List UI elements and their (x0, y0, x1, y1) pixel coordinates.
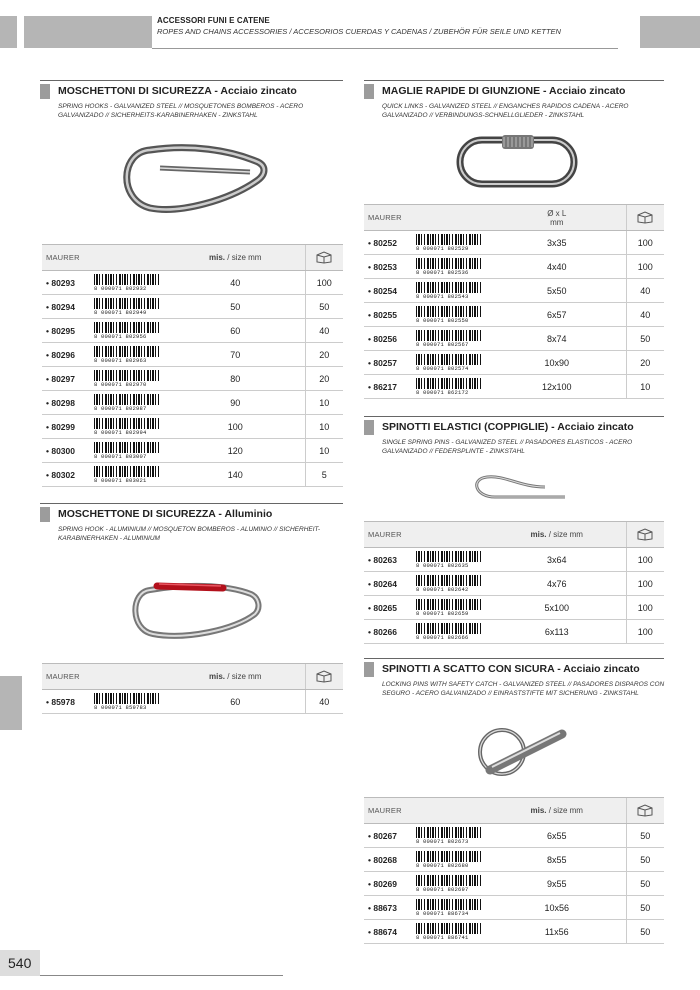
table-row (42, 319, 343, 343)
ean-number: 8 000071 886734 (416, 909, 469, 917)
product-code: • 80265 (364, 596, 416, 620)
top-left-tab (0, 16, 17, 48)
product-code: • 80256 (364, 327, 416, 351)
product-size: 5x100 (488, 596, 626, 620)
product-size: 50 (166, 295, 305, 319)
barcode-icon (416, 282, 482, 293)
product-size: 40 (166, 271, 305, 295)
barcode-icon (94, 322, 160, 333)
box-icon (305, 664, 343, 690)
barcode (416, 548, 488, 572)
table-row (364, 896, 664, 920)
ean-number: 8 000071 802970 (94, 380, 147, 388)
table-row (364, 327, 664, 351)
product-code: • 80254 (364, 279, 416, 303)
table-row (364, 824, 664, 848)
section-description: SPRING HOOK - ALUMINIUM // MOSQUETON BOMBEROS - ALUMINIO // SICHERHEIT-KARABINERHAKEN - ALUMINIUM (58, 526, 321, 542)
barcode-icon (94, 346, 160, 357)
aluminium-hook-table (42, 663, 343, 714)
package-quantity: 50 (626, 848, 664, 872)
package-quantity: 40 (626, 279, 664, 303)
product-code: • 80296 (42, 343, 94, 367)
product-code: • 88674 (364, 920, 416, 944)
ean-number: 8 000071 802567 (416, 340, 469, 348)
barcode-icon (416, 354, 482, 365)
barcode-icon (94, 442, 160, 453)
barcode (416, 303, 488, 327)
locking-pin-image (470, 712, 580, 787)
ean-number: 8 000071 802666 (416, 633, 469, 641)
package-quantity: 50 (626, 896, 664, 920)
product-size: 6x55 (488, 824, 626, 848)
package-quantity: 10 (305, 415, 343, 439)
section-spring-pins (364, 416, 664, 456)
ean-number: 8 000071 859783 (94, 703, 147, 711)
product-size: 12x100 (488, 375, 626, 399)
section-quick-links (364, 80, 664, 120)
package-quantity: 10 (626, 375, 664, 399)
barcode-icon (94, 394, 160, 405)
package-quantity: 10 (305, 439, 343, 463)
table-row (42, 463, 343, 487)
spring-pins-table (364, 521, 664, 644)
package-quantity: 20 (305, 367, 343, 391)
table-row (42, 439, 343, 463)
barcode-icon (416, 623, 482, 634)
barcode (94, 690, 166, 714)
product-code: • 80252 (364, 231, 416, 255)
table-row (42, 367, 343, 391)
barcode-icon (94, 274, 160, 285)
section-title: SPINOTTI ELASTICI (COPPIGLIE) - Acciaio zincato (382, 421, 634, 433)
barcode (416, 896, 488, 920)
package-quantity: 50 (626, 920, 664, 944)
barcode (416, 255, 488, 279)
section-description: SINGLE SPRING PINS - GALVANIZED STEEL // PASADORES ELASTICOS - ACERO GALVANIZADO // FEDERSPLINTE - ZINKSTAHL (382, 439, 633, 455)
product-size: 3x35 (488, 231, 626, 255)
ean-number: 8 000071 802659 (416, 609, 469, 617)
table-row (364, 231, 664, 255)
product-size: 120 (166, 439, 305, 463)
barcode (416, 824, 488, 848)
section-locking-pins (364, 658, 664, 698)
table-row (364, 255, 664, 279)
box-icon (305, 245, 343, 271)
product-size: 10x90 (488, 351, 626, 375)
product-code: • 80299 (42, 415, 94, 439)
section-description: LOCKING PINS WITH SAFETY CATCH - GALVANIZED STEEL // PASADORES DISPAROS CON SEGURO - ACERO GALVANIZADO // EINRASTSTIFTE MIT SICHERUNG - ZINKSTAHL (382, 681, 665, 697)
table-row (42, 391, 343, 415)
product-code: • 80302 (42, 463, 94, 487)
ean-number: 8 000071 886741 (416, 933, 469, 941)
table-row (42, 295, 343, 319)
brand-label: MAURER (42, 664, 166, 690)
product-size: 4x76 (488, 572, 626, 596)
package-quantity: 10 (305, 391, 343, 415)
barcode-icon (416, 599, 482, 610)
barcode (94, 391, 166, 415)
product-size: 5x50 (488, 279, 626, 303)
barcode (416, 920, 488, 944)
table-row (42, 343, 343, 367)
package-quantity: 100 (626, 572, 664, 596)
package-quantity: 20 (305, 343, 343, 367)
product-size: 140 (166, 463, 305, 487)
product-code: • 86217 (364, 375, 416, 399)
package-quantity: 100 (626, 255, 664, 279)
product-code: • 80267 (364, 824, 416, 848)
barcode-icon (416, 330, 482, 341)
size-header: Ø x L mm (488, 205, 626, 231)
barcode (94, 367, 166, 391)
box-icon (626, 522, 664, 548)
product-code: • 80295 (42, 319, 94, 343)
barcode (94, 295, 166, 319)
table-row (364, 548, 664, 572)
barcode (94, 319, 166, 343)
table-row (364, 920, 664, 944)
ean-number: 8 000071 803021 (94, 476, 147, 484)
brand-label: MAURER (364, 205, 488, 231)
barcode-icon (416, 827, 482, 838)
product-code: • 80264 (364, 572, 416, 596)
package-quantity: 100 (305, 271, 343, 295)
product-code: • 80300 (42, 439, 94, 463)
product-size: 6x57 (488, 303, 626, 327)
package-quantity: 50 (626, 872, 664, 896)
ean-number: 8 000071 802635 (416, 561, 469, 569)
barcode-icon (416, 899, 482, 910)
barcode-icon (416, 575, 482, 586)
ean-number: 8 000071 802536 (416, 268, 469, 276)
table-row (364, 872, 664, 896)
side-tab-marker (0, 676, 22, 730)
brand-label: MAURER (42, 245, 166, 271)
product-code: • 88673 (364, 896, 416, 920)
section-title: MOSCHETTONE DI SICUREZZA - Alluminio (58, 508, 273, 520)
barcode (416, 620, 488, 644)
barcode (416, 231, 488, 255)
barcode-icon (416, 306, 482, 317)
barcode (94, 415, 166, 439)
quick-links-table (364, 204, 664, 399)
product-code: • 80294 (42, 295, 94, 319)
size-header: mis. / size mm (166, 664, 305, 690)
top-right-block (640, 16, 700, 48)
package-quantity: 100 (626, 596, 664, 620)
product-code: • 80297 (42, 367, 94, 391)
product-size: 60 (166, 690, 305, 714)
locking-pins-table (364, 797, 664, 944)
barcode (94, 343, 166, 367)
package-quantity: 50 (626, 824, 664, 848)
product-code: • 80255 (364, 303, 416, 327)
barcode-icon (416, 851, 482, 862)
spring-hooks-table (42, 244, 343, 487)
barcode-icon (94, 370, 160, 381)
quick-link-image (452, 130, 582, 195)
section-title: MOSCHETTONI DI SICUREZZA - Acciaio zincato (58, 85, 297, 97)
barcode-icon (94, 693, 160, 704)
aluminium-hook-image (125, 572, 265, 647)
section-description: QUICK LINKS - GALVANIZED STEEL // ENGANCHES RAPIDOS CADENA - ACERO GALVANIZADO // VERBINDUNGS-SCHNELLGLIEDER - ZINKSTAHL (382, 103, 629, 119)
barcode (416, 848, 488, 872)
barcode (416, 572, 488, 596)
product-code: • 80293 (42, 271, 94, 295)
page-category-subtitle: ROPES AND CHAINS ACCESSORIES / ACCESORIOS CUERDAS Y CADENAS / ZUBEHÖR FÜR SEILE UND KETTEN (157, 27, 561, 36)
product-code: • 80253 (364, 255, 416, 279)
ean-number: 8 000071 802963 (94, 356, 147, 364)
brand-label: MAURER (364, 522, 488, 548)
product-code: • 85978 (42, 690, 94, 714)
package-quantity: 100 (626, 548, 664, 572)
ean-number: 8 000071 802550 (416, 316, 469, 324)
ean-number: 8 000071 802697 (416, 885, 469, 893)
product-size: 4x40 (488, 255, 626, 279)
package-quantity: 50 (305, 295, 343, 319)
section-title: SPINOTTI A SCATTO CON SICURA - Acciaio zincato (382, 663, 640, 675)
product-size: 11x56 (488, 920, 626, 944)
product-code: • 80257 (364, 351, 416, 375)
table-row (364, 596, 664, 620)
product-size: 10x56 (488, 896, 626, 920)
barcode-icon (94, 298, 160, 309)
ean-number: 8 000071 802956 (94, 332, 147, 340)
size-header: mis. / size mm (488, 522, 626, 548)
ean-number: 8 000071 802642 (416, 585, 469, 593)
ean-number: 8 000071 802673 (416, 837, 469, 845)
section-title: MAGLIE RAPIDE DI GIUNZIONE - Acciaio zincato (382, 85, 626, 97)
table-row (42, 415, 343, 439)
section-aluminium-hook (40, 503, 343, 543)
barcode (416, 596, 488, 620)
package-quantity: 100 (626, 231, 664, 255)
table-row (364, 848, 664, 872)
ean-number: 8 000071 802949 (94, 308, 147, 316)
box-icon (626, 205, 664, 231)
table-row (364, 279, 664, 303)
product-code: • 80268 (364, 848, 416, 872)
barcode (416, 327, 488, 351)
product-size: 80 (166, 367, 305, 391)
product-size: 6x113 (488, 620, 626, 644)
ean-number: 8 000071 802529 (416, 244, 469, 252)
ean-number: 8 000071 802680 (416, 861, 469, 869)
product-size: 3x64 (488, 548, 626, 572)
ean-number: 8 000071 802987 (94, 404, 147, 412)
barcode (94, 463, 166, 487)
barcode (94, 439, 166, 463)
table-row (42, 271, 343, 295)
table-row (364, 375, 664, 399)
size-header: mis. / size mm (166, 245, 305, 271)
product-size: 70 (166, 343, 305, 367)
barcode (416, 279, 488, 303)
ean-number: 8 000071 862172 (416, 388, 469, 396)
barcode-icon (416, 551, 482, 562)
package-quantity: 100 (626, 620, 664, 644)
barcode-icon (94, 466, 160, 477)
page-number: 540 (8, 955, 32, 971)
table-row (42, 690, 343, 714)
table-row (364, 572, 664, 596)
page-category-title: ACCESSORI FUNI E CATENE (157, 16, 270, 25)
barcode (416, 375, 488, 399)
product-code: • 80298 (42, 391, 94, 415)
footer-divider (40, 975, 283, 976)
barcode-icon (416, 234, 482, 245)
header-divider (152, 48, 618, 49)
barcode-icon (416, 875, 482, 886)
product-size: 90 (166, 391, 305, 415)
brand-label: MAURER (364, 798, 488, 824)
barcode-icon (416, 258, 482, 269)
barcode-icon (416, 378, 482, 389)
product-size: 8x74 (488, 327, 626, 351)
product-code: • 80266 (364, 620, 416, 644)
barcode (416, 351, 488, 375)
product-size: 8x55 (488, 848, 626, 872)
ean-number: 8 000071 803007 (94, 452, 147, 460)
barcode-icon (416, 923, 482, 934)
table-row (364, 351, 664, 375)
product-size: 9x55 (488, 872, 626, 896)
spring-pin-image (465, 467, 575, 507)
product-code: • 80263 (364, 548, 416, 572)
section-description: SPRING HOOKS - GALVANIZED STEEL // MOSQUETONES BOMBEROS - ACERO GALVANIZADO // SICHERHEITS-KARABINERHAKEN - ZINKSTAHL (58, 103, 304, 119)
package-quantity: 5 (305, 463, 343, 487)
barcode (416, 872, 488, 896)
ean-number: 8 000071 802574 (416, 364, 469, 372)
ean-number: 8 000071 802932 (94, 284, 147, 292)
product-size: 100 (166, 415, 305, 439)
package-quantity: 20 (626, 351, 664, 375)
product-size: 60 (166, 319, 305, 343)
package-quantity: 40 (305, 319, 343, 343)
package-quantity: 50 (626, 327, 664, 351)
barcode-icon (94, 418, 160, 429)
spring-hook-image (110, 130, 270, 225)
ean-number: 8 000071 802994 (94, 428, 147, 436)
table-row (364, 620, 664, 644)
top-header-block (24, 16, 152, 48)
product-code: • 80269 (364, 872, 416, 896)
barcode (94, 271, 166, 295)
package-quantity: 40 (626, 303, 664, 327)
size-header: mis. / size mm (488, 798, 626, 824)
table-row (364, 303, 664, 327)
ean-number: 8 000071 802543 (416, 292, 469, 300)
package-quantity: 40 (305, 690, 343, 714)
box-icon (626, 798, 664, 824)
section-spring-hooks (40, 80, 343, 120)
